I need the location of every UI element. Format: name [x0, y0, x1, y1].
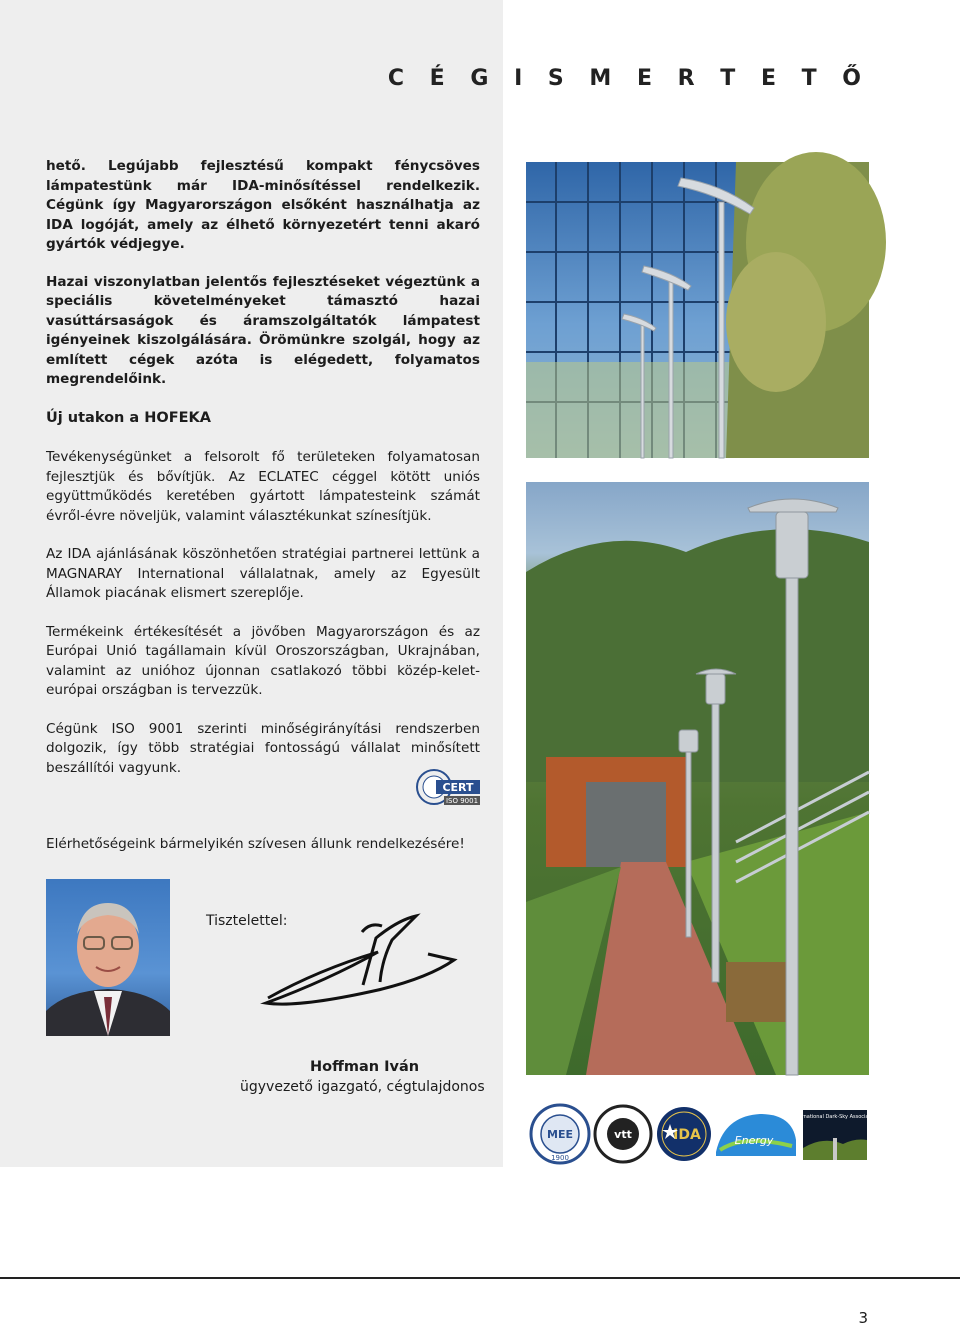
greeting: Tisztelettel: — [206, 913, 288, 929]
mee-text: MEE — [547, 1128, 573, 1141]
park-lamps-photo — [526, 482, 869, 1075]
body-paragraph: Tevékenységünket a felsorolt fő területeken folyamatosan fejlesztjük és bővítjük. Az ECLATEC céggel kötött uniós együttműködés keretében gyártott lámpatesteink számát évről-évre növeljük, valamint választékunkat színesítjük. — [46, 449, 480, 524]
closing-text — [46, 835, 480, 855]
closing-line: Elérhetőségeink bármelyikén szívesen állunk rendelkezésére! — [46, 836, 465, 852]
section-heading: Új utakon a HOFEKA — [46, 410, 211, 426]
signer-name: Hoffman Iván — [310, 1059, 420, 1075]
mee-logo — [528, 1103, 592, 1165]
signature-image — [258, 910, 458, 1010]
body-text — [46, 448, 480, 778]
intro-paragraph: Hazai viszonylatban jelentős fejlesztéseket végeztünk a speciális követelményeket támasztó hazai vasúttársaságok és áramszolgáltatók lámpatest igényeinek kiszolgálására. Örömünkre szolgál, hogy az említett cégek azóta is elégedett, folyamatos megrendelőink. — [46, 273, 480, 387]
iso-cert-badge — [414, 766, 482, 808]
energy-text: Energy — [734, 1134, 774, 1147]
body-paragraph: Termékeink értékesítését a jövőben Magyarországon és az Európai Unió tagállamain kívül Oroszországban, Ukrajnában, valamint az unióhoz újonnan csatlakozó többi közép-kelet-európai országban is tervezzük. — [46, 623, 480, 698]
page-title: C É G I S M E R T E T Ő — [387, 66, 870, 91]
signer-role: ügyvezető igazgató, cégtulajdonos — [240, 1079, 485, 1095]
dark-sky-text: International Dark-Sky Association — [791, 1114, 879, 1120]
cert-standard: ISO 9001 — [445, 797, 479, 805]
vtt-text: vtt — [614, 1128, 632, 1141]
footer-rule — [0, 1277, 960, 1279]
body-paragraph: Cégünk ISO 9001 szerinti minőségirányítási rendszerben dolgozik, így több stratégiai fontosságú vállalat minősített beszállítói vagyunk. — [46, 720, 480, 776]
portrait-photo — [46, 879, 170, 1036]
intro-paragraph: hető. Legújabb fejlesztésű kompakt fénycsöves lámpatestünk már IDA-minősítéssel rendelkezik. Cégünk így Magyarországon elsőként használhatja az IDA logóját, amely az élhető környezetért tenni akaró gyártók védjegye. — [46, 158, 480, 252]
energy-logo — [714, 1110, 798, 1160]
vtt-logo — [593, 1103, 653, 1165]
building-lamps-photo — [526, 162, 869, 458]
mee-year: 1900 — [551, 1154, 569, 1162]
intro-text — [46, 157, 480, 390]
ida-text: IDA — [673, 1127, 701, 1143]
page-number: 3 — [858, 1309, 868, 1327]
dark-sky-logo — [791, 1110, 879, 1160]
body-paragraph: Az IDA ajánlásának köszönhetően stratégiai partnerei lettünk a MAGNARAY International vállalatnak, amely az Egyesült Államok piacának elismert szereplője. — [46, 546, 480, 601]
cert-brand: CERT — [442, 781, 474, 794]
ida-logo — [656, 1106, 712, 1162]
